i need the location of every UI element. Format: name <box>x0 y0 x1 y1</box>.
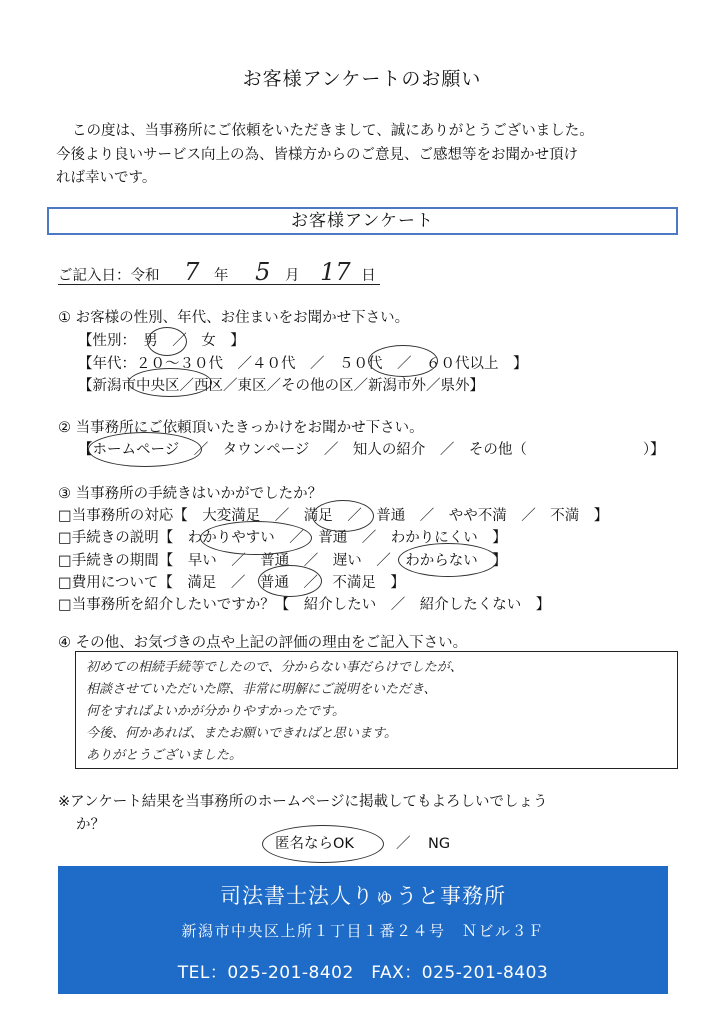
office-contact: TEL：025-201-8402 FAX：025-201-8403 <box>177 963 549 983</box>
date-year-unit: 年 <box>214 268 229 284</box>
q2-question: ② 当事務所にご依頼頂いたきっかけをお聞かせ下さい。 <box>58 420 424 436</box>
q3-row-cost: □費用について【 満足 ／ 普通 ／ 不満足 】 <box>58 575 405 591</box>
intro-line-2: 今後より良いサービス向上の為、皆様方からのご意見、ご感想等をお聞かせ頂け <box>56 146 578 163</box>
office-name: 司法書士法人りゅうと事務所 <box>220 884 506 908</box>
q3-question: ③ 当事務所の手続きはいかがでしたか？ <box>58 486 323 502</box>
date-day: 17 <box>320 258 351 286</box>
q2-options: 【ホームページ ／ タウンページ ／ 知人の紹介 ／ その他（ ）】 <box>78 442 665 458</box>
q1-area: 【新潟市中央区／西区／東区／その他の区／新潟市外／県外】 <box>78 378 484 394</box>
date-year: 7 <box>184 258 200 286</box>
comment-line: 今後、何かあれば、またお願いできればと思います。 <box>86 726 397 741</box>
q1-age: 【年代：２０～３０代 ／４０代 ／ ５０代 ／ ６０代以上 】 <box>78 356 528 372</box>
q3-row-duration: □手続きの期間【 早い ／ 普通 ／ 遅い ／ わからない 】 <box>58 553 507 569</box>
q3-row-explanation: □手続きの説明【 わかりやすい ／ 普通 ／ わかりにくい 】 <box>58 530 507 546</box>
consent-separator: ／ <box>396 836 411 852</box>
date-line <box>58 258 376 286</box>
date-month: 5 <box>255 258 271 286</box>
page-title: お客様アンケートのお願い <box>242 68 482 90</box>
comment-line: ありがとうございました。 <box>86 748 243 763</box>
intro-text <box>56 120 686 191</box>
survey-banner: お客様アンケート <box>47 207 678 235</box>
intro-line-1: この度は、当事務所にご依頼をいただきまして、誠にありがとうございました。 <box>72 123 594 139</box>
office-footer <box>58 866 668 994</box>
date-underline <box>58 284 380 285</box>
consent-question-cont: か？ <box>76 817 105 833</box>
comment-line: 何をすればよいかが分かりやすかったです。 <box>86 704 345 719</box>
comment-line: 初めての相続手続等でしたので、分からない事だらけでしたが、 <box>86 660 463 675</box>
q4-question: ④ その他、お気づきの点や上記の評価の理由をご記入下さい。 <box>58 635 468 651</box>
consent-question: ※アンケート結果を当事務所のホームページに掲載してもよろしいでしょう <box>58 794 548 810</box>
consent-ng: NG <box>428 836 451 852</box>
intro-line-3: れば幸いです。 <box>56 170 157 186</box>
comment-line: 相談させていただいた際、非常に明解にご説明をいただき、 <box>86 682 437 697</box>
q1-gender: 【性別： 男 ／ 女 】 <box>78 333 245 349</box>
comment-box <box>75 651 678 769</box>
q3-row-recommend: □当事務所を紹介したいですか？【 紹介したい ／ 紹介したくない 】 <box>58 597 551 613</box>
date-label: ご記入日：令和 <box>58 268 160 284</box>
consent-ok: 匿名ならOK <box>275 836 354 852</box>
office-address: 新潟市中央区上所１丁目１番２４号 Ｎビル３Ｆ <box>181 922 545 940</box>
q3-row-service: □当事務所の対応【 大変満足 ／ 満足 ／ 普通 ／ やや不満 ／ 不満 】 <box>58 508 609 524</box>
date-month-unit: 月 <box>285 268 300 284</box>
q1-question: ① お客様の性別、年代、お住まいをお聞かせ下さい。 <box>58 310 410 326</box>
date-day-unit: 日 <box>361 268 376 284</box>
